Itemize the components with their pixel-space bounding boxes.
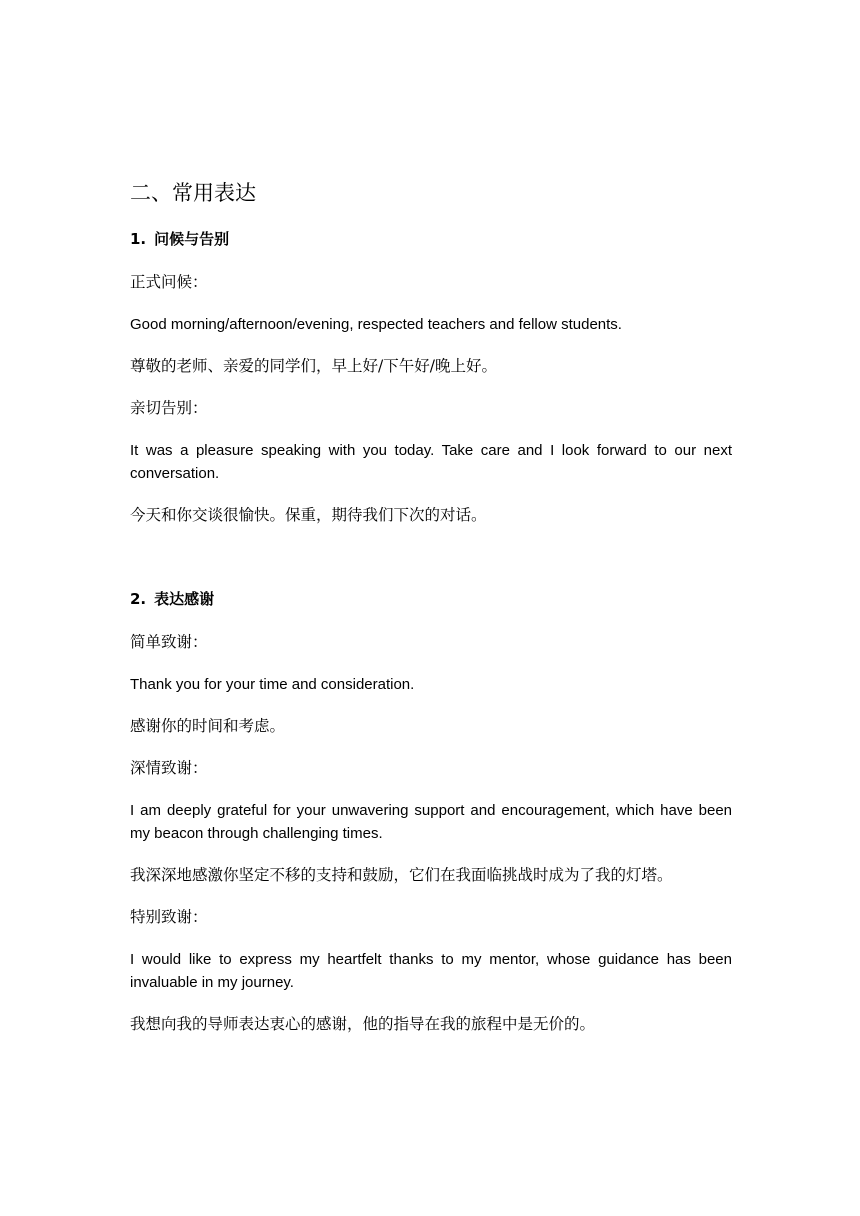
subsection-title-greetings (130, 228, 732, 250)
document-content (130, 178, 732, 1055)
entry-label: 亲切告别： (130, 399, 208, 417)
entry-english: It was a pleasure speaking with you today. Take care and I look forward to our next conversation. (130, 442, 732, 482)
subsection-title-text: 问候与告别 (154, 230, 230, 248)
entry-english: Good morning/afternoon/evening, respected teachers and fellow students. (130, 316, 622, 333)
subsection-title-thanks (130, 588, 732, 610)
entry-english: I am deeply grateful for your unwavering support and encouragement, which have been my beacon through challenging times. (130, 802, 732, 842)
entry-chinese: 我想向我的导师表达衷心的感谢，他的指导在我的旅程中是无价的。 (130, 1015, 596, 1033)
entry-chinese: 今天和你交谈很愉快。保重，期待我们下次的对话。 (130, 506, 487, 524)
entry-english: I would like to express my heartfelt thanks to my mentor, whose guidance has been invaluable in my journey. (130, 951, 732, 991)
entry-label: 深情致谢： (130, 759, 208, 777)
entry-chinese: 尊敬的老师、亲爱的同学们，早上好/下午好/晚上好。 (130, 357, 497, 375)
entry-chinese: 感谢你的时间和考虑。 (130, 717, 286, 735)
subsection-title-text: 表达感谢 (154, 590, 215, 608)
subsection-number: 1. (130, 230, 147, 248)
entry-label: 简单致谢： (130, 633, 208, 651)
subsection-number: 2. (130, 590, 147, 608)
section-heading: 二、常用表达 (130, 181, 256, 205)
entry-label: 正式问候： (130, 273, 208, 291)
entry-label: 特别致谢： (130, 908, 208, 926)
entry-english: Thank you for your time and consideration. (130, 676, 415, 693)
section-spacer (130, 546, 732, 588)
entry-chinese: 我深深地感激你坚定不移的支持和鼓励，它们在我面临挑战时成为了我的灯塔。 (130, 866, 673, 884)
